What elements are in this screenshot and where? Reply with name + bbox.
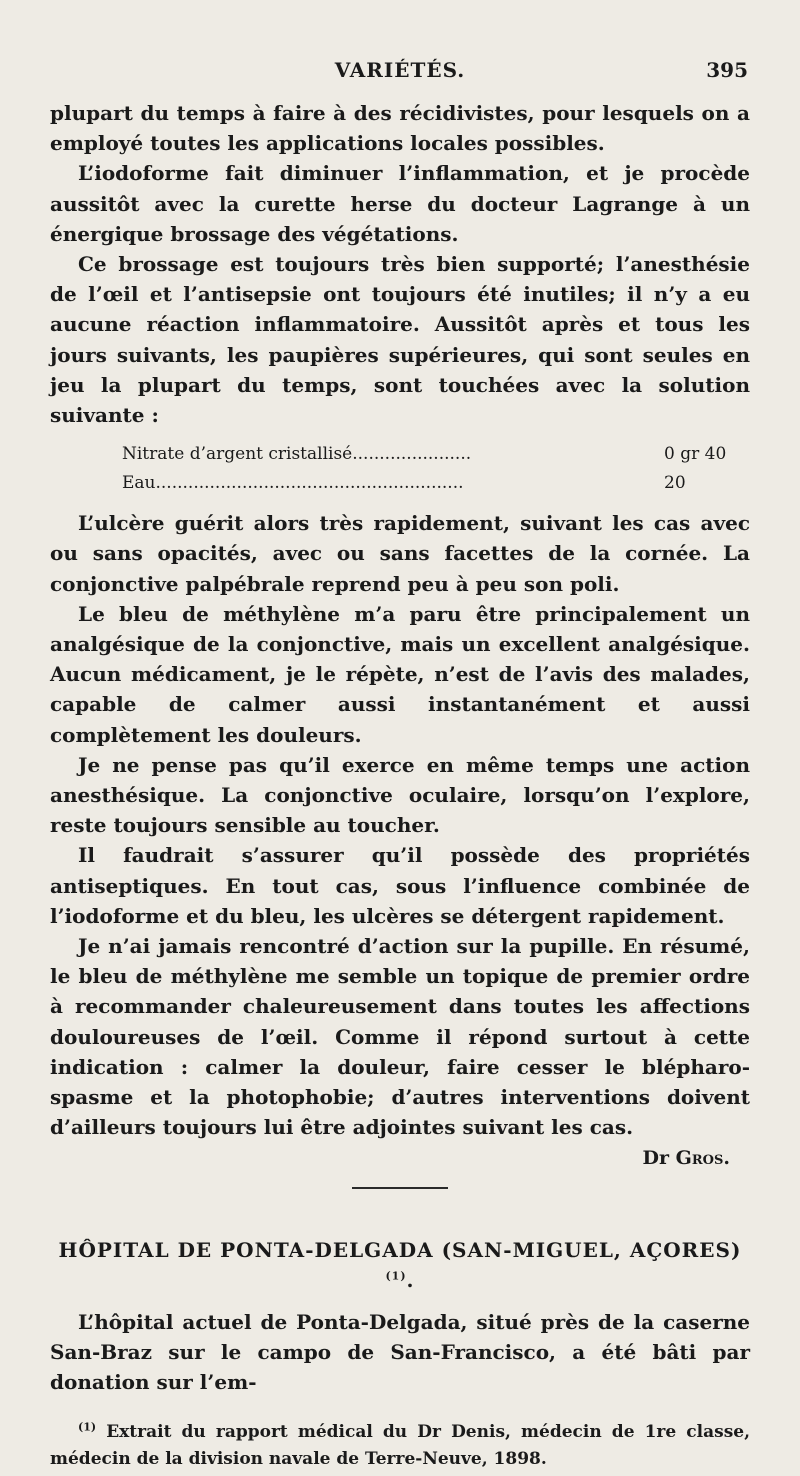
formula-row <box>122 440 742 469</box>
paragraph: Je ne pense pas qu’il exerce en même temps une action anesthésique. La conjonctive oculaire, lorsqu’on l’explore, reste toujours sensible au toucher. <box>50 752 750 838</box>
formula-ingredient: Eau......................................................... <box>122 473 464 494</box>
paragraph: plupart du temps à faire à des récidivistes, pour lesquels on a employé toutes les applications locales possibles. <box>50 101 750 156</box>
running-title: VARIÉTÉS. <box>334 58 466 82</box>
section-title: HÔPITAL DE PONTA-DELGADA (SAN-MIGUEL, AÇORES)$^{(1)}$. <box>58 1237 742 1292</box>
formula-quantity: 20 <box>664 473 686 494</box>
paragraph: Ce brossage est toujours très bien supporté; l’anesthésie de l’œil et l’antisepsie ont toujours été inutiles; il n’y a eu aucune réaction inflammatoire. Aussitôt après et tous les jours suivants, les paupières supérieures, qui sont seules en jeu la plupart du temps, sont touchées avec la solution suivante : <box>50 252 750 428</box>
footnote <box>50 1419 750 1473</box>
section-title-text: HÔPITAL DE PONTA-DELGADA (SAN-MIGUEL, AÇORES) <box>58 1237 742 1262</box>
paragraph: L’iodoforme fait diminuer l’inflammation, et je procède aussitôt avec la curette herse du docteur Lagrange à un énergique brossage des végétations. <box>50 161 750 246</box>
footnote-reference[interactable]: (1) <box>385 1268 407 1282</box>
paragraph: L’ulcère guérit alors très rapidement, suivant les cas avec ou sans opacités, avec ou sans facettes de la cornée. La conjonctive palpébrale reprend peu à peu son poli. <box>50 511 750 596</box>
signature-name: Gros. <box>675 1146 730 1169</box>
section-body <box>50 1307 750 1398</box>
signature-title: Dr <box>642 1146 670 1169</box>
running-head <box>50 58 750 98</box>
formula-quantity: 0 gr 40 <box>664 444 727 465</box>
prescription-formula <box>122 440 742 498</box>
paragraph: Je n’ai jamais rencontré d’action sur la pupille. En résumé, le bleu de méthylène me semble un topique de premier ordre à recommander chaleureusement dans toutes les affections douloureuses de l’œil. Comme il répond surtout à cette indication : calmer la douleur, faire cesser le blépharo-spasme et la photophobie; d’autres interventions doivent d’ailleurs toujours lui être adjointes suivant les cas. <box>50 934 750 1140</box>
footnote-mark: (1) <box>78 1420 97 1434</box>
paragraph: Il faudrait s’assurer qu’il possède des propriétés antiseptiques. En tout cas, sous l’influence combinée de l’iodoforme et du bleu, les ulcères se détergent rapidement. <box>50 843 750 928</box>
body-text <box>50 98 750 1143</box>
paragraph: Le bleu de méthylène m’a paru être principalement un analgésique de la conjonctive, mais un excellent analgésique. Aucun médicament, je le répète, n’est de l’avis des malades, capable de calmer aussi instantanément et aussi complètement les douleurs. <box>50 601 750 747</box>
footnote-text: Extrait du rapport médical du Dr Denis, médecin de 1re classe, médecin de la division navale de Terre-Neuve, 1898. <box>50 1422 751 1470</box>
formula-ingredient: Nitrate d’argent cristallisé...................... <box>122 444 472 465</box>
page-number: 395 <box>706 58 748 82</box>
formula-row <box>122 469 742 498</box>
signature <box>50 1143 750 1173</box>
section-divider <box>352 1187 448 1189</box>
paragraph: L’hôpital actuel de Ponta-Delgada, situé près de la caserne San-Braz sur le campo de San-Francisco, a été bâti par donation sur l’em- <box>50 1309 750 1394</box>
